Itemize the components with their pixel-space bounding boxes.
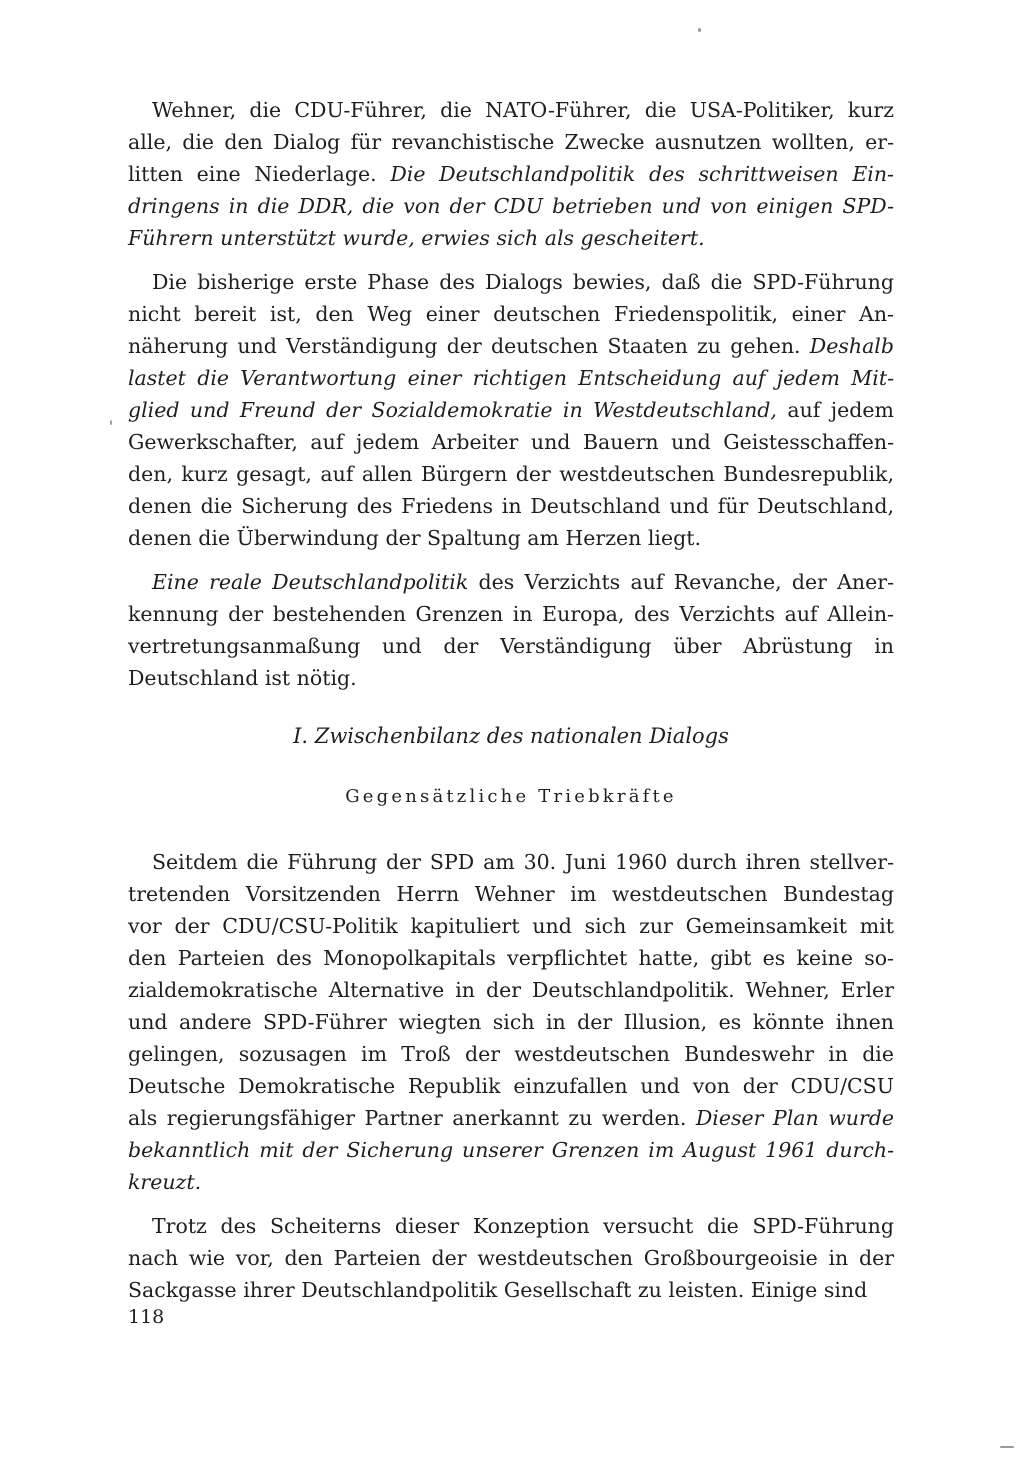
text-line	[128, 330, 894, 362]
text-run: Sackgasse ihrer Deutschlandpolitik Gesellschaft zu leisten. Einige sind	[128, 1278, 868, 1302]
text-run: Gewerkschafter, auf jedem Arbeiter und Bauern und Geistesschaffen-	[128, 430, 894, 454]
text-line	[128, 394, 894, 426]
text-line	[152, 94, 894, 126]
italic-text-run: Deshalb	[809, 334, 894, 358]
text-line	[128, 1242, 894, 1274]
subsection-heading: Gegensätzliche Triebkräfte	[345, 786, 677, 807]
text-line	[128, 878, 894, 910]
italic-text-run: bekanntlich mit der Sicherung unserer Grenzen im August 1961 durch-	[128, 1138, 894, 1162]
text-run: zialdemokratische Alternative in der Deutschlandpolitik. Wehner, Erler	[128, 978, 894, 1002]
text-run: nach wie vor, den Parteien der westdeutschen Großbourgeoisie in der	[128, 1246, 894, 1270]
text-line	[128, 126, 894, 158]
scan-speck	[698, 28, 701, 32]
text-line	[128, 222, 894, 254]
text-line	[128, 1166, 894, 1198]
text-run: litten eine Niederlage.	[128, 162, 391, 186]
text-line	[152, 846, 894, 878]
text-line	[128, 158, 894, 190]
text-run: auf jedem	[776, 398, 894, 422]
text-run: denen die Sicherung des Friedens in Deutschland und für Deutschland,	[128, 494, 894, 518]
text-line	[128, 630, 894, 662]
text-line	[128, 458, 894, 490]
page-number: 118	[128, 1306, 165, 1328]
text-line	[128, 1134, 894, 1166]
text-line	[128, 490, 894, 522]
text-run: gelingen, sozusagen im Troß der westdeutschen Bundeswehr in die	[128, 1042, 894, 1066]
text-line	[128, 974, 894, 1006]
text-line	[128, 426, 894, 458]
italic-text-run: Eine reale Deutschlandpolitik	[152, 570, 469, 594]
text-run: Deutschland ist nötig.	[128, 666, 357, 690]
text-line	[128, 362, 894, 394]
text-run: den Parteien des Monopolkapitals verpflichtet hatte, gibt es keine so-	[128, 946, 894, 970]
text-run: denen die Überwindung der Spaltung am Herzen liegt.	[128, 526, 701, 550]
text-line	[152, 566, 894, 598]
scan-speck	[110, 420, 112, 425]
section-heading: I. Zwischenbilanz des nationalen Dialogs	[293, 724, 729, 748]
italic-text-run: Die Deutschlandpolitik des schrittweisen Ein-	[390, 162, 894, 186]
text-run: als regierungsfähiger Partner anerkannt zu werden.	[128, 1106, 696, 1130]
text-run: Die bisherige erste Phase des Dialogs bewies, daß die SPD-Führung	[152, 270, 894, 294]
text-line	[128, 1038, 894, 1070]
text-run: tretenden Vorsitzenden Herrn Wehner im westdeutschen Bundestag	[128, 882, 894, 906]
text-run: des Verzichts auf Revanche, der Aner-	[468, 570, 894, 594]
text-run: näherung und Verständigung der deutschen Staaten zu gehen.	[128, 334, 810, 358]
text-run: den, kurz gesagt, auf allen Bürgern der westdeutschen Bundesrepublik,	[128, 462, 894, 486]
italic-text-run: dringens in die DDR, die von der CDU betrieben und von einigen SPD-	[128, 194, 894, 218]
text-run: alle, die den Dialog für revanchistische Zwecke ausnutzen wollten, er-	[128, 130, 894, 154]
text-run: kennung der bestehenden Grenzen in Europa, des Verzichts auf Allein-	[128, 602, 894, 626]
italic-text-run: Dieser Plan wurde	[695, 1106, 895, 1130]
text-run: vor der CDU/CSU-Politik kapituliert und sich zur Gemeinsamkeit mit	[128, 914, 894, 938]
text-line	[128, 1070, 894, 1102]
text-run: und andere SPD-Führer wiegten sich in der Illusion, es könnte ihnen	[128, 1010, 894, 1034]
italic-text-run: lastet die Verantwortung einer richtigen Entscheidung auf jedem Mit-	[128, 366, 894, 390]
scan-speck	[1000, 1446, 1014, 1448]
text-run: Seitdem die Führung der SPD am 30. Juni 1960 durch ihren stellver-	[152, 850, 894, 874]
text-run: vertretungsanmaßung und der Verständigung über Abrüstung in	[128, 634, 894, 658]
text-line	[128, 1274, 894, 1306]
text-line	[128, 1006, 894, 1038]
text-run: Trotz des Scheiterns dieser Konzeption versucht die SPD-Führung	[152, 1214, 894, 1238]
text-line	[128, 298, 894, 330]
italic-text-run: Führern unterstützt wurde, erwies sich als gescheitert.	[128, 226, 705, 250]
text-line	[128, 910, 894, 942]
italic-text-run: kreuzt.	[128, 1170, 202, 1194]
text-line	[128, 190, 894, 222]
text-line	[128, 598, 894, 630]
text-run: Wehner, die CDU-Führer, die NATO-Führer, die USA-Politiker, kurz	[152, 98, 894, 122]
text-line	[128, 942, 894, 974]
text-run: Deutsche Demokratische Republik einzufallen und von der CDU/CSU	[128, 1074, 894, 1098]
text-line	[152, 1210, 894, 1242]
text-line	[128, 662, 894, 694]
text-line	[152, 266, 894, 298]
text-run: nicht bereit ist, den Weg einer deutschen Friedenspolitik, einer An-	[128, 302, 894, 326]
text-line	[128, 1102, 894, 1134]
italic-text-run: glied und Freund der Sozialdemokratie in Westdeutschland,	[128, 398, 777, 422]
text-line	[128, 522, 894, 554]
